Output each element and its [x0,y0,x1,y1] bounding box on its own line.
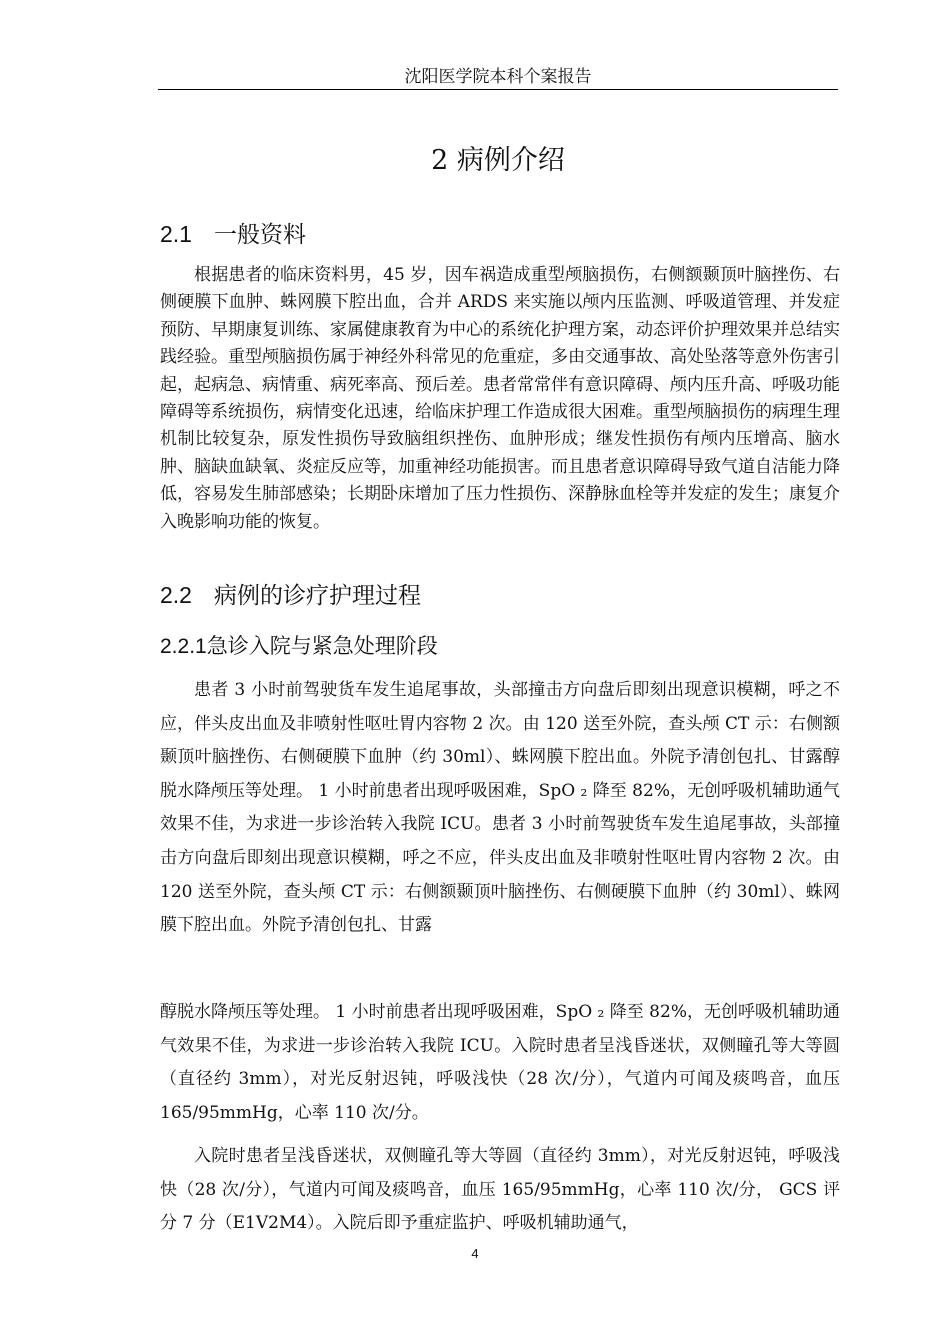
subsection-body-2 [160,996,840,1130]
section-title: 一般资料 [213,222,306,248]
section-title: 病例的诊疗护理过程 [213,583,421,609]
subsection-number: 2.2.1 [160,635,207,658]
subsection-body-3 [160,1140,840,1241]
subsection-title: 急诊入院与紧急处理阶段 [206,634,438,658]
subsection-body-1 [160,674,840,943]
section-2-1-body [160,262,840,536]
chapter-title: 2 病例介绍 [431,145,565,176]
paragraph: 醇脱水降颅压等处理。 1 小时前患者出现呼吸困难，SpO ₂ 降至 82%，无创呼吸机辅助通气效果不佳，为求进一步诊治转入我院 ICU。入院时患者呈浅昏迷状，双侧瞳孔等大等圆（直径约 3mm），对光反射迟钝，呼吸浅快（28 次/分），气道内可闻及痰鸣音，血压 165/95mmHg，心率 110 次/分。 [160,1002,840,1123]
section-heading-2-1 [160,219,306,250]
section-heading-2-2 [160,580,421,611]
section-number: 2.2 [160,582,192,608]
section-number: 2.1 [160,221,192,247]
running-header: 沈阳医学院本科个案报告 [404,67,592,87]
subsection-heading-2-2-1 [160,632,438,661]
header-divider [158,89,838,90]
paragraph: 患者 3 小时前驾驶货车发生追尾事故，头部撞击方向盘后即刻出现意识模糊，呼之不应，伴头皮出血及非喷射性呕吐胃内容物 2 次。由 120 送至外院，查头颅 CT 示：右侧额颞顶叶脑挫伤、右侧硬膜下血肿（约 30ml）、蛛网膜下腔出血。外院予清创包扎、甘露醇脱水降颅压等处理。 1 小时前患者出现呼吸困难，SpO ₂ 降至 82%，无创呼吸机辅助通气效果不佳，为求进一步诊治转入我院 ICU。患者 3 小时前驾驶货车发生追尾事故，头部撞击方向盘后即刻出现意识模糊，呼之不应，伴头皮出血及非喷射性呕吐胃内容物 2 次。由 120 送至外院，查头颅 CT 示：右侧额颞顶叶脑挫伤、右侧硬膜下血肿（约 30ml）、蛛网膜下腔出血。外院予清创包扎、甘露 [160,680,840,936]
paragraph: 入院时患者呈浅昏迷状，双侧瞳孔等大等圆（直径约 3mm），对光反射迟钝，呼吸浅快（28 次/分），气道内可闻及痰鸣音，血压 165/95mmHg，心率 110 次/分， GCS 评分 7 分（E1V2M4）。入院后即予重症监护、呼吸机辅助通气， [160,1146,840,1234]
page-number: 4 [471,1246,479,1261]
paragraph: 根据患者的临床资料男，45 岁，因车祸造成重型颅脑损伤，右侧额颞顶叶脑挫伤、右侧硬膜下血肿、蛛网膜下腔出血，合并 ARDS 来实施以颅内压监测、呼吸道管理、并发症预防、早期康复训练、家属健康教育为中心的系统化护理方案，动态评价护理效果并总结实践经验。重型颅脑损伤属于神经外科常见的危重症，多由交通事故、高处坠落等意外伤害引起，起病急、病情重、病死率高、预后差。患者常常伴有意识障碍、颅内压升高、呼吸功能障碍等系统损伤，病情变化迅速，给临床护理工作造成很大困难。重型颅脑损伤的病理生理机制比较复杂，原发性损伤导致脑组织挫伤、血肿形成；继发性损伤有颅内压增高、脑水肿、脑缺血缺氧、炎症反应等，加重神经功能损害。而且患者意识障碍导致气道自洁能力降低，容易发生肺部感染；长期卧床增加了压力性损伤、深静脉血栓等并发症的发生；康复介入晚影响功能的恢复。 [160,265,840,532]
